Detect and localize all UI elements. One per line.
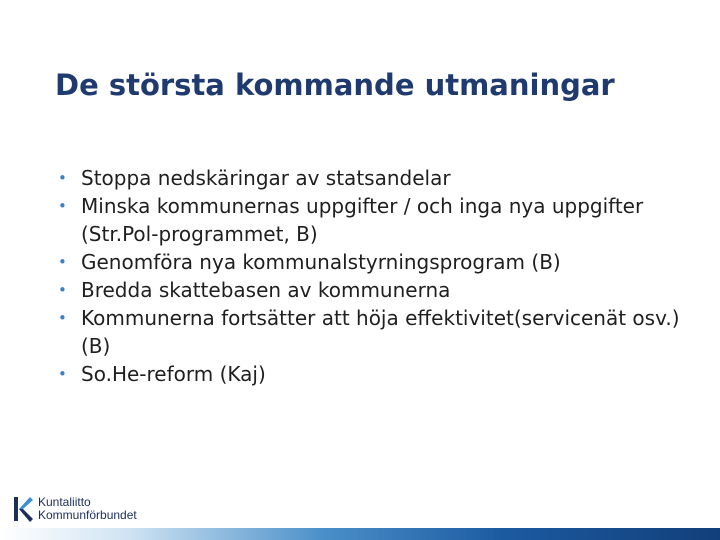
- bullet-list: [55, 164, 695, 388]
- bullet-text: So.He-reform (Kaj): [81, 362, 266, 386]
- bullet-text: Genomföra nya kommunalstyrningsprogram (B): [81, 250, 561, 274]
- bullet-dot-icon: •: [58, 365, 67, 383]
- bullet-item: [55, 360, 695, 388]
- bullet-item: [55, 304, 695, 360]
- slide-title: De största kommande utmaningar: [55, 68, 615, 102]
- kuntaliitto-logo: [12, 494, 137, 524]
- bullet-text: Minska kommunernas uppgifter / och inga nya uppgifter (Str.Pol-programmet, B): [81, 194, 644, 246]
- bullet-dot-icon: •: [58, 281, 67, 299]
- bullet-text: Stoppa nedskäringar av statsandelar: [81, 166, 451, 190]
- bullet-dot-icon: •: [58, 169, 67, 187]
- footer-gradient-bar: [0, 528, 720, 540]
- bullet-item: [55, 248, 695, 276]
- bullet-text: Kommunerna fortsätter att höja effektivitet(servicenät osv.)(B): [81, 306, 680, 358]
- bullet-dot-icon: •: [58, 309, 67, 327]
- bullet-item: [55, 276, 695, 304]
- bullet-item: [55, 164, 695, 192]
- logo-line-2: Kommunförbundet: [38, 508, 137, 522]
- kuntaliitto-logo-icon: [12, 494, 34, 524]
- logo-line-1: Kuntaliitto: [38, 495, 91, 509]
- bullet-dot-icon: •: [58, 197, 67, 215]
- bullet-dot-icon: •: [58, 253, 67, 271]
- bullet-item: [55, 192, 695, 248]
- bullet-text: Bredda skattebasen av kommunerna: [81, 278, 451, 302]
